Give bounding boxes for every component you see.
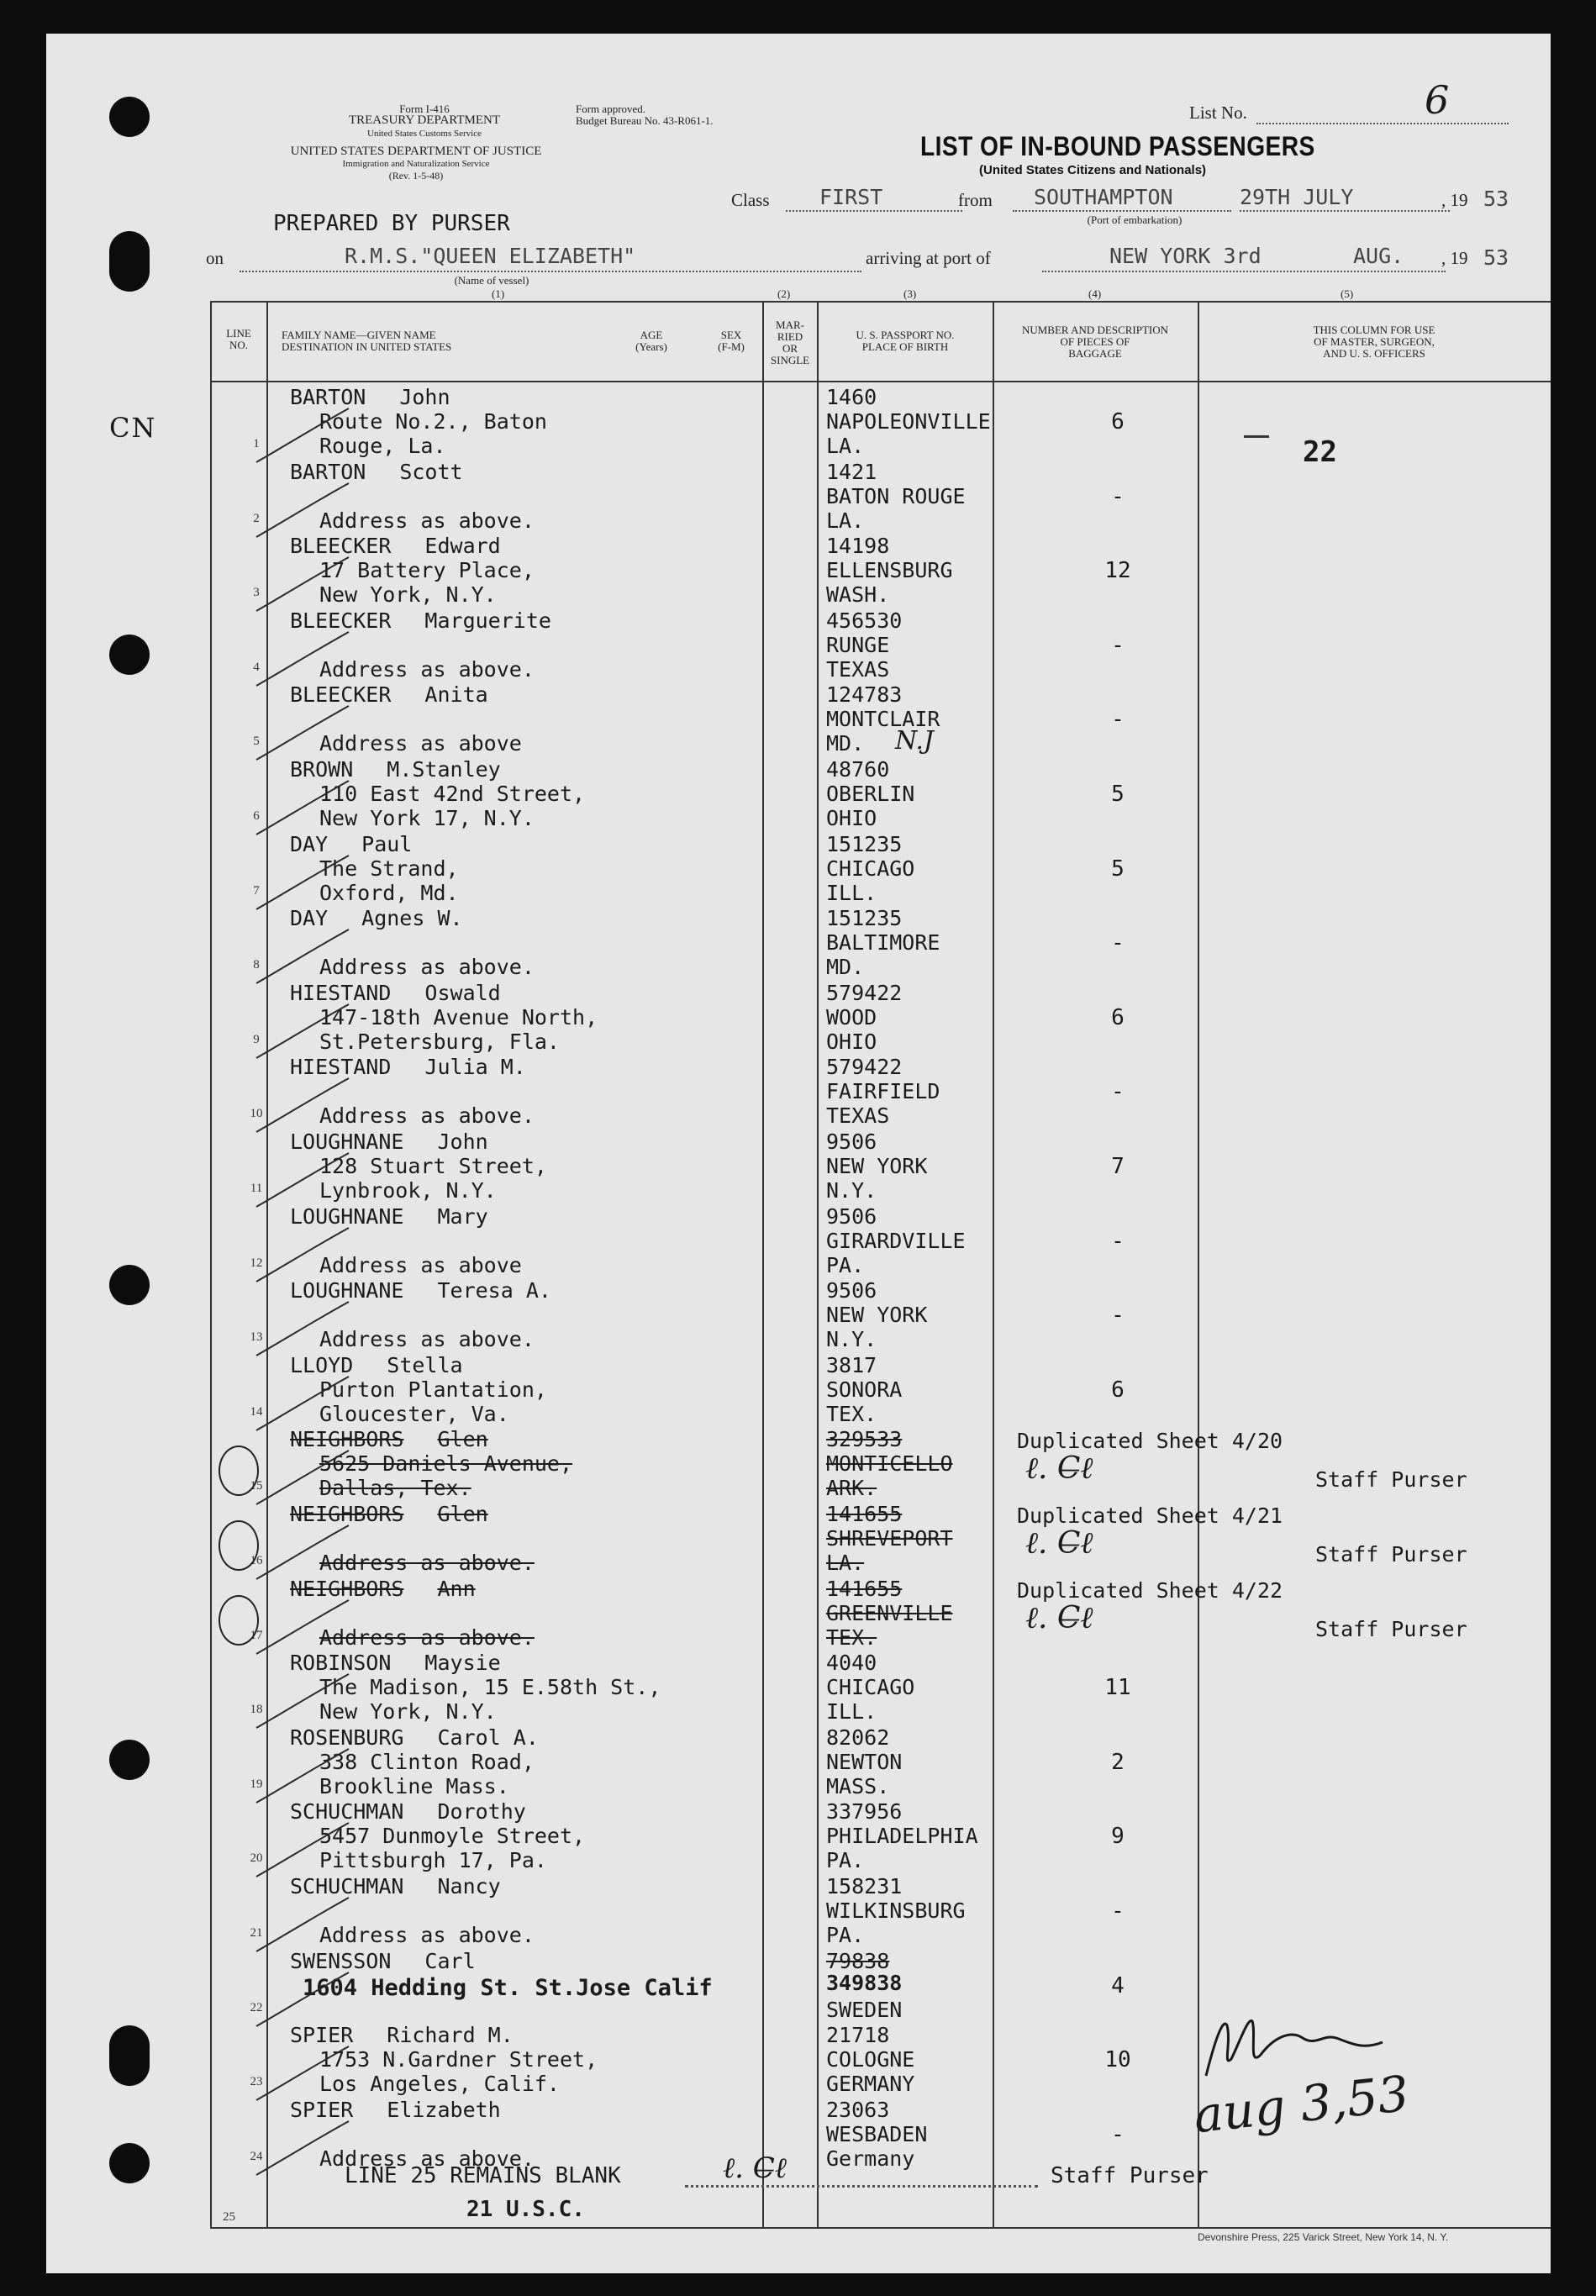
birth-state: N.Y. — [826, 1327, 877, 1352]
address-line-2: Address as above — [319, 731, 522, 756]
line-number: 11 — [250, 1182, 263, 1195]
line-number: 6 — [253, 809, 260, 823]
line-number: 14 — [250, 1404, 263, 1419]
given-name: Elizabeth — [387, 2097, 501, 2122]
passenger-list-sheet — [46, 34, 1551, 2273]
birth-state: WASH. — [826, 582, 890, 608]
table-row — [46, 1874, 1551, 1948]
baggage-count: - — [1111, 2121, 1125, 2147]
birth-state: OHIO — [826, 806, 877, 830]
birth-state: TEXAS — [826, 656, 890, 682]
line-number: 16 — [250, 1554, 263, 1567]
baggage-count: 5 — [1111, 782, 1125, 807]
table-row — [46, 534, 1551, 608]
birth-state: LA. — [826, 508, 865, 533]
baggage-count: 7 — [1111, 1154, 1125, 1179]
birth-place: BALTIMORE — [826, 930, 940, 956]
given-name: Glen — [437, 1502, 488, 1526]
footer-staff-purser: Staff Purser — [1051, 2163, 1209, 2188]
address-line-2: St.Petersburg, Fla. — [319, 1029, 560, 1054]
birth-place: NEWTON — [826, 1749, 903, 1774]
birth-state: TEX. — [826, 1401, 877, 1426]
passport-number: 124783 — [826, 682, 903, 708]
col-married: MAR- RIED OR SINGLE — [770, 319, 810, 366]
given-name: M.Stanley — [387, 757, 501, 782]
passport-number: 579422 — [826, 1055, 903, 1080]
table-row — [46, 1055, 1551, 1129]
line-number: 24 — [250, 2149, 263, 2163]
baggage-count: 10 — [1104, 2047, 1131, 2073]
family-name: SCHUCHMAN — [290, 1874, 404, 1898]
address-line-2: Address as above. — [319, 955, 535, 980]
given-name: Scott — [399, 459, 463, 484]
birth-state: ARK. — [826, 1476, 877, 1501]
given-name: Richard M. — [387, 2023, 514, 2048]
col-age: AGE (Years) — [635, 329, 667, 353]
line-25-number: 25 — [223, 2210, 235, 2224]
list-no-value: 6 — [1425, 77, 1450, 123]
line-number: 21 — [250, 1926, 263, 1940]
table-row — [46, 832, 1551, 906]
family-name: BLEECKER — [290, 608, 392, 633]
birth-place: OBERLIN — [826, 782, 915, 806]
given-name: Teresa A. — [437, 1278, 551, 1303]
table-row — [46, 1427, 1551, 1501]
purser-initials: ℓ. C̶ℓ — [1025, 1600, 1093, 1635]
class-label: Class — [731, 190, 770, 210]
vessel-name: R.M.S."QUEEN ELIZABETH" — [345, 244, 636, 268]
address-line-2: Address as above. — [319, 2146, 535, 2171]
list-no-label: List No. — [1189, 103, 1247, 123]
table-row — [46, 1278, 1551, 1352]
table-row — [46, 1204, 1551, 1278]
page-title: LIST OF IN-BOUND PASSENGERS — [920, 131, 1315, 161]
given-name: Ann — [437, 1576, 476, 1601]
line-number: 17 — [250, 1628, 263, 1642]
class-value: FIRST — [819, 185, 883, 209]
given-name: Glen — [437, 1427, 488, 1452]
address-line-2: Gloucester, Va. — [319, 1401, 509, 1426]
line-number: 7 — [253, 883, 260, 898]
birth-state: GERMANY — [826, 2072, 915, 2097]
line-number: 12 — [250, 1256, 263, 1270]
birth-state: MD. — [826, 731, 865, 756]
duplicated-staff-purser: Staff Purser — [1315, 1467, 1467, 1493]
punch-hole — [109, 231, 150, 292]
birth-correction: N.J — [895, 726, 934, 756]
address-line-2: Address as above. — [319, 508, 535, 533]
passport-struck: 79838 — [826, 1948, 890, 1973]
birth-state: Germany — [826, 2146, 915, 2171]
family-name: DAY — [290, 831, 329, 856]
printer-imprint: Devonshire Press, 225 Varick Street, New York 14, N. Y. — [1198, 2231, 1449, 2243]
ins-service: Immigration and Naturalization Service — [342, 159, 490, 169]
line-number: 15 — [250, 1479, 263, 1493]
line-number: 10 — [250, 1107, 263, 1121]
birth-state: MASS. — [826, 1773, 890, 1798]
address-line-1: 1753 N.Gardner Street, — [319, 2047, 598, 2072]
table-row — [46, 1130, 1551, 1203]
address-line-2: Oxford, Md. — [319, 880, 459, 905]
family-name: BROWN — [290, 757, 354, 782]
address-line-2: Pittsburgh 17, Pa. — [319, 1848, 547, 1873]
address-line-2: Address as above. — [319, 656, 535, 682]
line-number: 18 — [250, 1703, 263, 1717]
passport-number: 21718 — [826, 2023, 890, 2048]
given-name: Carol A. — [437, 1725, 539, 1750]
birth-state: N.Y. — [826, 1178, 877, 1203]
passport-number: 1460 — [826, 385, 877, 409]
birth-place: GREENVILLE — [826, 1600, 953, 1625]
given-name: John — [437, 1130, 488, 1154]
passport-number: 158231 — [826, 1874, 903, 1898]
address-line-2: Address as above. — [319, 1551, 535, 1575]
family-name: LLOYD — [290, 1352, 354, 1377]
birth-place: NEW YORK — [826, 1303, 928, 1328]
duplicated-note: Duplicated Sheet 4/21 — [1017, 1503, 1283, 1528]
on-label: on — [206, 248, 224, 268]
line-25-note: LINE 25 REMAINS BLANK — [345, 2163, 621, 2188]
baggage-count: 12 — [1104, 558, 1131, 584]
birth-place: WESBADEN — [826, 2121, 928, 2146]
duplicated-staff-purser: Staff Purser — [1315, 1542, 1467, 1567]
line-number: 23 — [250, 2075, 263, 2089]
given-name: Edward — [424, 534, 501, 559]
baggage-count: - — [1111, 483, 1125, 509]
address-line-1: 5457 Dunmoyle Street, — [319, 1824, 586, 1849]
birth-state: LA. — [826, 1551, 865, 1575]
col-number-5: (5) — [1341, 287, 1354, 300]
table-row — [46, 1651, 1551, 1725]
passport-number: 456530 — [826, 608, 903, 633]
vessel-caption: (Name of vessel) — [454, 274, 529, 287]
birth-state: PA. — [826, 1252, 865, 1277]
family-name: NEIGHBORS — [290, 1576, 404, 1601]
address-line-2: New York, N.Y. — [319, 582, 497, 608]
table-row — [46, 1502, 1551, 1576]
line-number: 8 — [253, 958, 260, 972]
address-line-2: Brookline Mass. — [319, 1773, 509, 1798]
birth-state: TEX. — [826, 1625, 877, 1650]
given-name: John — [399, 385, 450, 409]
line-number: 9 — [253, 1032, 260, 1046]
birth-place: COLOGNE — [826, 2047, 915, 2072]
birth-place: CHICAGO — [826, 856, 915, 881]
check-mark — [248, 2114, 357, 2182]
passport-number: 141655 — [826, 1502, 903, 1526]
birth-place: CHICAGO — [826, 1675, 915, 1700]
birth-state: ILL. — [826, 1699, 877, 1725]
address-line-2: Address as above. — [319, 1103, 535, 1129]
col-number-1: (1) — [492, 287, 505, 300]
line-number: 5 — [253, 735, 260, 749]
given-name: Julia M. — [424, 1055, 526, 1080]
address-line-1: 17 Battery Place, — [319, 558, 535, 583]
form-number: Form I-416 — [399, 103, 450, 115]
birth-place: BATON ROUGE — [826, 483, 966, 508]
family-name: LOUGHNANE — [290, 1130, 404, 1154]
statute: 21 U.S.C. — [466, 2197, 585, 2222]
passport-number: 4040 — [826, 1651, 877, 1676]
line-number: 20 — [250, 1851, 263, 1866]
table-row — [46, 1577, 1551, 1651]
passport-number: 349838 — [826, 1970, 903, 1995]
birth-place: MONTCLAIR — [826, 707, 940, 732]
prepared-by: PREPARED BY PURSER — [273, 211, 510, 236]
address-line-1: The Madison, 15 E.58th St., — [319, 1675, 661, 1700]
form-revision: (Rev. 1-5-48) — [388, 170, 444, 182]
birth-state: MD. — [826, 955, 865, 980]
passport-number: 82062 — [826, 1725, 890, 1750]
address-line-2: Address as above — [319, 1252, 522, 1277]
punch-hole — [109, 97, 150, 137]
family-name: BARTON — [290, 385, 366, 409]
col-baggage: NUMBER AND DESCRIPTION OF PIECES OF BAGGAGE — [1021, 324, 1169, 360]
col-passport: U. S. PASSPORT NO. PLACE OF BIRTH — [856, 329, 955, 353]
address-line-1: Purton Plantation, — [319, 1377, 547, 1402]
passport-number: 1421 — [826, 459, 877, 484]
address-line-1: 338 Clinton Road, — [319, 1749, 535, 1774]
line-number: 19 — [250, 1777, 263, 1791]
table-row — [46, 1799, 1551, 1873]
birth-place: SWEDEN — [826, 1997, 903, 2022]
table-row — [46, 460, 1551, 534]
birth-place: NAPOLEONVILLE — [826, 409, 991, 434]
address-line-1: 147-18th Avenue North, — [319, 1004, 598, 1030]
family-name: ROSENBURG — [290, 1725, 404, 1750]
table-row — [46, 906, 1551, 980]
address-line-2: Address as above. — [319, 1625, 535, 1650]
line-number: 3 — [253, 586, 260, 600]
address-line-1: The Strand, — [319, 856, 459, 881]
baggage-count: - — [1111, 1303, 1125, 1329]
table-row — [46, 608, 1551, 682]
baggage-count: 4 — [1111, 1972, 1125, 1998]
officer-signature-date: aug 3,53 — [1191, 2064, 1412, 2145]
passport-number: 14198 — [826, 534, 890, 559]
address-line-1: Route No.2., Baton — [319, 409, 547, 434]
baggage-count: 9 — [1111, 1824, 1125, 1850]
address-line-1: 1604 Hedding St. St.Jose Calif — [303, 1974, 713, 2001]
baggage-count: - — [1111, 632, 1125, 658]
from-label: from — [958, 190, 993, 210]
given-name: Mary — [437, 1203, 488, 1229]
baggage-count: - — [1111, 930, 1125, 956]
passport-number: 151235 — [826, 906, 903, 931]
address-line-1: 128 Stuart Street, — [319, 1154, 547, 1178]
table-row — [46, 1353, 1551, 1427]
family-name: SCHUCHMAN — [290, 1799, 404, 1825]
line-number: 2 — [253, 511, 260, 525]
year-prefix-2: , 19 — [1441, 248, 1468, 268]
table-row — [46, 1725, 1551, 1799]
given-name: Anita — [424, 682, 488, 708]
baggage-count: - — [1111, 1228, 1125, 1254]
address-line-2: Dallas, Tex. — [319, 1476, 471, 1501]
duplicated-note: Duplicated Sheet 4/20 — [1017, 1429, 1283, 1454]
from-value: SOUTHAMPTON — [1034, 185, 1173, 209]
birth-place: WILKINSBURG — [826, 1898, 966, 1923]
given-name: Nancy — [437, 1874, 501, 1898]
budget-bureau: Budget Bureau No. 43-R061-1. — [576, 114, 714, 127]
arriving-port: NEW YORK 3rd — [1109, 244, 1262, 268]
justice-department: UNITED STATES DEPARTMENT OF JUSTICE — [290, 145, 542, 158]
year-1: 53 — [1483, 187, 1509, 211]
given-name: Oswald — [424, 980, 501, 1005]
port-embark-caption: (Port of embarkation) — [1087, 213, 1183, 226]
birth-place: WOOD — [826, 1004, 877, 1030]
purser-initials: ℓ. C̶ℓ — [1025, 1451, 1093, 1487]
family-name: SPIER — [290, 2097, 354, 2122]
baggage-count: 2 — [1111, 1749, 1125, 1775]
family-name: NEIGHBORS — [290, 1502, 404, 1526]
baggage-count: - — [1111, 1898, 1125, 1924]
arriving-month: AUG. — [1353, 244, 1404, 268]
col-number-2: (2) — [777, 287, 791, 300]
from-date: 29TH JULY — [1240, 185, 1354, 209]
given-name: Dorothy — [437, 1799, 526, 1825]
line-number: 13 — [250, 1330, 263, 1345]
passport-number: 3817 — [826, 1352, 877, 1377]
baggage-count: 11 — [1104, 1675, 1131, 1701]
line-number: 1 — [253, 437, 260, 450]
birth-state: PA. — [826, 1923, 865, 1947]
birth-place: NEW YORK — [826, 1154, 928, 1178]
birth-place: MONTICELLO — [826, 1451, 953, 1477]
purser-initials: ℓ. C̶ℓ — [723, 2151, 787, 2185]
line-number: 4 — [253, 660, 260, 674]
passport-number: 48760 — [826, 757, 890, 782]
table-row — [46, 981, 1551, 1055]
birth-state: TEXAS — [826, 1103, 890, 1129]
address-line-2: New York, N.Y. — [319, 1699, 497, 1725]
given-name: Maysie — [424, 1651, 501, 1676]
address-line-2: Rouge, La. — [319, 434, 446, 458]
given-name: Paul — [361, 831, 413, 856]
family-name: BLEECKER — [290, 682, 392, 708]
baggage-count: 6 — [1111, 409, 1125, 434]
address-line-2: Address as above. — [319, 1923, 535, 1947]
address-line-2: Los Angeles, Calif. — [319, 2072, 560, 2097]
passport-number: 151235 — [826, 831, 903, 856]
family-name: BARTON — [290, 459, 366, 484]
address-line-2: Lynbrook, N.Y. — [319, 1178, 497, 1203]
address-line-2: Address as above. — [319, 1327, 535, 1352]
table-row — [46, 757, 1551, 831]
form-approved: Form approved. — [576, 103, 646, 115]
passport-number: 9506 — [826, 1130, 877, 1154]
birth-place: PHILADELPHIA — [826, 1824, 978, 1849]
family-name: ROBINSON — [290, 1651, 392, 1676]
passport-number: 329533 — [826, 1427, 903, 1452]
family-name: BLEECKER — [290, 534, 392, 559]
family-name: SPIER — [290, 2023, 354, 2048]
col-number-4: (4) — [1088, 287, 1102, 300]
year-2: 53 — [1483, 245, 1509, 270]
line-number: 22 — [250, 2000, 263, 2014]
birth-place: SHREVEPORT — [826, 1526, 953, 1551]
arriving-label: arriving at port of — [866, 248, 991, 268]
family-name: HIESTAND — [290, 1055, 392, 1080]
baggage-count: 5 — [1111, 856, 1125, 882]
duplicated-note: Duplicated Sheet 4/22 — [1017, 1577, 1283, 1603]
col-sex: SEX (F-M) — [718, 329, 745, 353]
page-subtitle: (United States Citizens and Nationals) — [979, 163, 1207, 177]
table-row — [46, 385, 1551, 459]
given-name: Agnes W. — [361, 906, 463, 931]
given-name: Carl — [424, 1948, 476, 1973]
family-name: NEIGHBORS — [290, 1427, 404, 1452]
birth-state: LA. — [826, 434, 865, 458]
baggage-count: - — [1111, 1079, 1125, 1105]
address-line-1: 5625 Daniels Avenue, — [319, 1451, 573, 1477]
col-officers: THIS COLUMN FOR USE OF MASTER, SURGEON, AND U. S. OFFICERS — [1313, 324, 1435, 360]
treasury-department: TREASURY DEPARTMENT — [348, 113, 501, 127]
address-line-1: 110 East 42nd Street, — [319, 782, 586, 806]
given-name: Stella — [387, 1352, 463, 1377]
passport-number: 9506 — [826, 1203, 877, 1229]
birth-place: FAIRFIELD — [826, 1079, 940, 1104]
birth-state: ILL. — [826, 880, 877, 905]
address-line-2: New York 17, N.Y. — [319, 806, 535, 830]
family-name: DAY — [290, 906, 329, 931]
birth-state: OHIO — [826, 1029, 877, 1054]
family-name: SWENSSON — [290, 1948, 392, 1973]
passport-number: 141655 — [826, 1576, 903, 1601]
year-prefix-1: , 19 — [1441, 190, 1468, 210]
birth-place: RUNGE — [826, 632, 890, 657]
table-row — [46, 682, 1551, 756]
family-name: LOUGHNANE — [290, 1278, 404, 1303]
family-name: HIESTAND — [290, 980, 392, 1005]
passport-number: 337956 — [826, 1799, 903, 1825]
col-number-3: (3) — [903, 287, 917, 300]
margin-note: CN — [109, 412, 157, 444]
officer-count: 22 — [1303, 435, 1337, 469]
col-line-no: LINE NO. — [226, 327, 251, 351]
baggage-count: 6 — [1111, 1377, 1125, 1403]
passport-number: 23063 — [826, 2097, 890, 2122]
family-name: LOUGHNANE — [290, 1203, 404, 1229]
birth-place: GIRARDVILLE — [826, 1228, 966, 1253]
customs-service: United States Customs Service — [367, 129, 482, 139]
baggage-count: - — [1111, 707, 1125, 733]
duplicated-staff-purser: Staff Purser — [1315, 1616, 1467, 1641]
birth-place: SONORA — [826, 1377, 903, 1402]
given-name: Marguerite — [424, 608, 551, 633]
col-name: FAMILY NAME—GIVEN NAME DESTINATION IN UNITED STATES — [282, 329, 452, 353]
baggage-count: 6 — [1111, 1004, 1125, 1030]
birth-place: ELLENSBURG — [826, 558, 953, 583]
purser-initials: ℓ. C̶ℓ — [1025, 1526, 1093, 1561]
passport-number: 579422 — [826, 980, 903, 1005]
passport-number: 9506 — [826, 1278, 877, 1303]
birth-state: PA. — [826, 1848, 865, 1873]
